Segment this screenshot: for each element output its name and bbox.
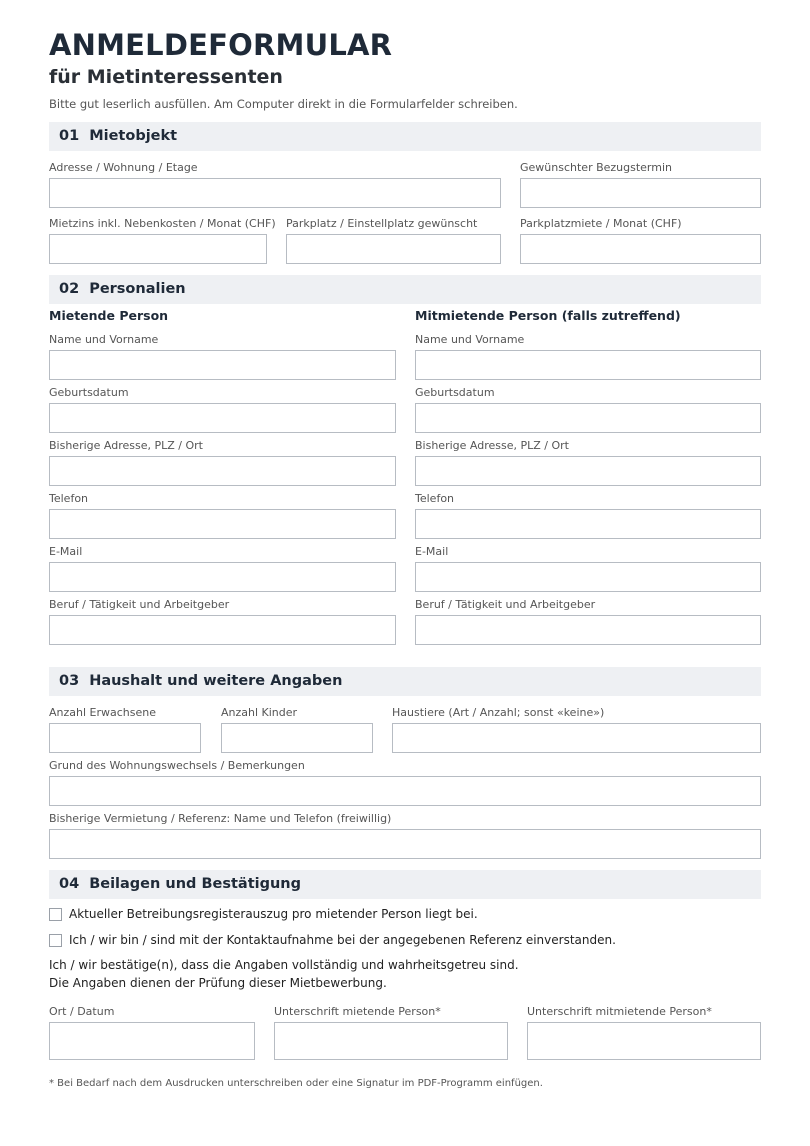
mieter-telefon-field[interactable]: [49, 509, 396, 539]
mietende-person-heading: Mietende Person: [49, 308, 169, 323]
adresse-field[interactable]: [49, 178, 501, 208]
form-subtitle: für Mietinteressenten: [49, 66, 283, 88]
mietzins-field[interactable]: [49, 234, 267, 264]
parkplatzmiete-label: Parkplatzmiete / Monat (CHF): [520, 217, 682, 230]
section-number: 03: [59, 673, 80, 689]
form-title: ANMELDEFORMULAR: [49, 28, 393, 62]
unterschrift-mitmieter-label: Unterschrift mitmietende Person*: [527, 1005, 712, 1018]
mitmieter-email-field[interactable]: [415, 562, 761, 592]
name-label: Name und Vorname: [49, 333, 159, 346]
kinder-label: Anzahl Kinder: [221, 706, 298, 719]
unterschrift-mitmieter-field[interactable]: [527, 1022, 761, 1060]
unterschrift-mieter-field[interactable]: [274, 1022, 508, 1060]
email-label: E-Mail: [415, 545, 449, 558]
referenz-einverstanden-checkbox-label: Ich / wir bin / sind mit der Kontaktaufnahme bei der angegebenen Referenz einverstanden.: [69, 933, 616, 947]
mitmieter-telefon-field[interactable]: [415, 509, 761, 539]
intro-text: Bitte gut leserlich ausfüllen. Am Computer direkt in die Formularfelder schreiben.: [49, 97, 518, 111]
geburtsdatum-label: Geburtsdatum: [49, 386, 129, 399]
betreibungsregister-checkbox[interactable]: [49, 908, 62, 921]
parkplatz-label: Parkplatz / Einstellplatz gewünscht: [286, 217, 478, 230]
referenz-field[interactable]: [49, 829, 761, 859]
section-title: Personalien: [89, 281, 186, 297]
section-header-beilagen: [49, 870, 761, 899]
mieter-email-field[interactable]: [49, 562, 396, 592]
footnote: * Bei Bedarf nach dem Ausdrucken unterschreiben oder eine Signatur im PDF-Programm einfügen.: [49, 1078, 543, 1089]
mitmietende-person-heading: Mitmietende Person (falls zutreffend): [415, 308, 681, 323]
haustiere-field[interactable]: [392, 723, 761, 753]
ort-datum-field[interactable]: [49, 1022, 255, 1060]
bezugstermin-field[interactable]: [520, 178, 761, 208]
parkplatz-field[interactable]: [286, 234, 501, 264]
mietzins-label: Mietzins inkl. Nebenkosten / Monat (CHF): [49, 217, 276, 230]
email-label: E-Mail: [49, 545, 83, 558]
mieter-geburtsdatum-field[interactable]: [49, 403, 396, 433]
adresse-bisher-label: Bisherige Adresse, PLZ / Ort: [49, 439, 203, 452]
section-number: 02: [59, 281, 80, 297]
name-label: Name und Vorname: [415, 333, 525, 346]
telefon-label: Telefon: [415, 492, 455, 505]
unterschrift-mieter-label: Unterschrift mietende Person*: [274, 1005, 441, 1018]
adresse-label: Adresse / Wohnung / Etage: [49, 161, 198, 174]
mieter-adresse-field[interactable]: [49, 456, 396, 486]
section-title: Mietobjekt: [89, 128, 178, 144]
parkplatzmiete-field[interactable]: [520, 234, 761, 264]
section-header-mietobjekt: [49, 122, 761, 151]
grund-field[interactable]: [49, 776, 761, 806]
bezugstermin-label: Gewünschter Bezugstermin: [520, 161, 673, 174]
beruf-label: Beruf / Tätigkeit und Arbeitgeber: [415, 598, 596, 611]
mieter-name-field[interactable]: [49, 350, 396, 380]
section-title: Beilagen und Bestätigung: [89, 876, 301, 892]
mitmieter-name-field[interactable]: [415, 350, 761, 380]
ort-datum-label: Ort / Datum: [49, 1005, 115, 1018]
haustiere-label: Haustiere (Art / Anzahl; sonst «keine»): [392, 706, 605, 719]
telefon-label: Telefon: [49, 492, 89, 505]
section-number: 01: [59, 128, 80, 144]
section-number: 04: [59, 876, 80, 892]
mieter-beruf-field[interactable]: [49, 615, 396, 645]
betreibungsregister-checkbox-label: Aktueller Betreibungsregisterauszug pro mietender Person liegt bei.: [69, 907, 478, 921]
mitmieter-geburtsdatum-field[interactable]: [415, 403, 761, 433]
referenz-label: Bisherige Vermietung / Referenz: Name und Telefon (freiwillig): [49, 812, 392, 825]
adresse-bisher-label: Bisherige Adresse, PLZ / Ort: [415, 439, 569, 452]
grund-label: Grund des Wohnungswechsels / Bemerkungen: [49, 759, 305, 772]
beruf-label: Beruf / Tätigkeit und Arbeitgeber: [49, 598, 230, 611]
pruefung-text: Die Angaben dienen der Prüfung dieser Mietbewerbung.: [49, 976, 387, 990]
mitmieter-beruf-field[interactable]: [415, 615, 761, 645]
erwachsene-label: Anzahl Erwachsene: [49, 706, 157, 719]
section-header-haushalt: [49, 667, 761, 696]
section-title: Haushalt und weitere Angaben: [89, 673, 343, 689]
mitmieter-adresse-field[interactable]: [415, 456, 761, 486]
referenz-einverstanden-checkbox[interactable]: [49, 934, 62, 947]
kinder-field[interactable]: [221, 723, 373, 753]
geburtsdatum-label: Geburtsdatum: [415, 386, 495, 399]
section-header-personalien: [49, 275, 761, 304]
erwachsene-field[interactable]: [49, 723, 201, 753]
bestaetigung-text: Ich / wir bestätige(n), dass die Angaben vollständig und wahrheitsgetreu sind.: [49, 958, 519, 972]
